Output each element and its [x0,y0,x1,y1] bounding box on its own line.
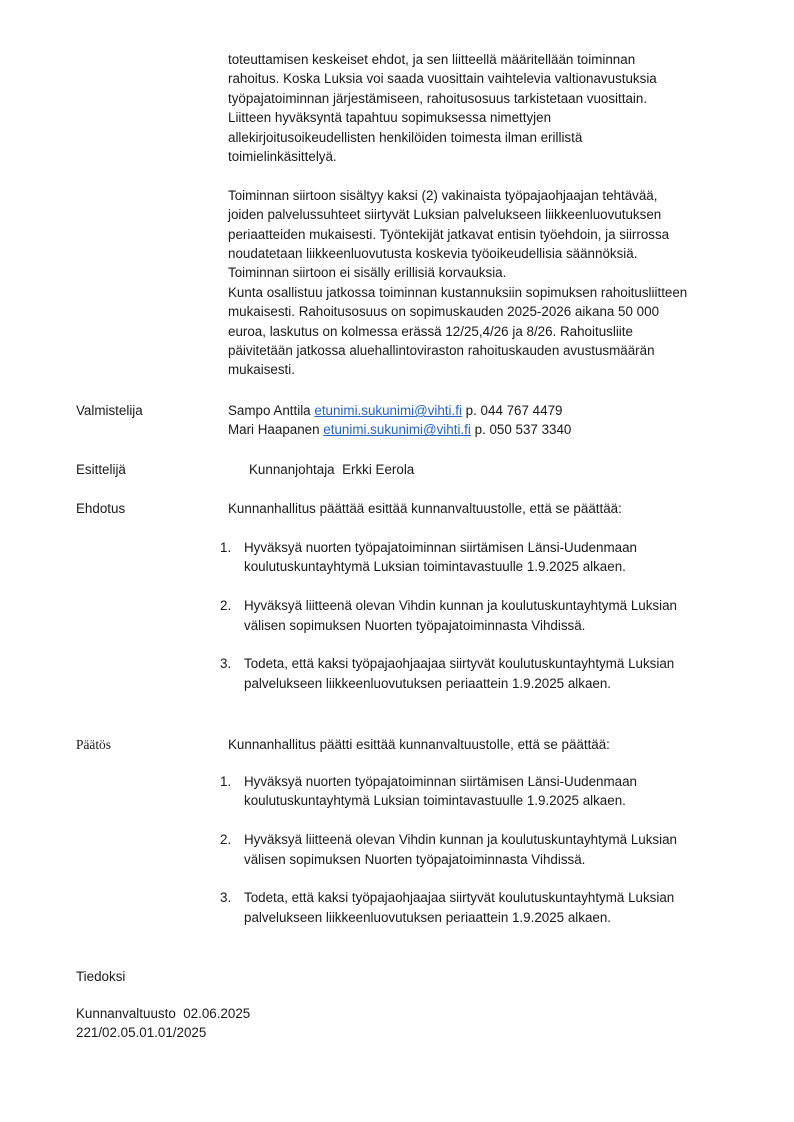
list-item-number: 3. [220,890,232,906]
footer-council-date: Kunnanvaltuusto 02.06.2025 [76,1006,251,1021]
paatos-label: Päätös [76,737,111,752]
ehdotus-label: Ehdotus [76,501,126,516]
intro-text [228,50,748,380]
valmistelija-label: Valmistelija [76,403,143,418]
contact-name: Sampo Anttila [228,403,311,418]
contact-phone: p. 044 767 4479 [465,403,563,418]
contact-email-link[interactable]: etunimi.sukunimi@vihti.fi [314,403,462,418]
list-item-number: 1. [220,774,232,789]
list-item [218,830,748,869]
list-item-text: Hyväksyä nuorten työpajatoiminnan siirtämisen Länsi-Uudenmaan koulutuskuntayhtymä Luksian toimintavastuulle 1.9.2025 alkaen. [244,540,637,575]
ehdotus-lead: Kunnanhallitus päättää esittää kunnanvaltuustolle, että se päättää: [228,501,622,516]
list-item-number: 2. [220,832,232,848]
paatos-list [218,772,748,947]
valmistelija-contacts [228,401,748,440]
list-item-text: Todeta, että kaksi työpajaohjaajaa siirtyvät koulutuskuntayhtymä Luksian palvelukseen liikkeenluovutuksen periaattein 1.9.2025 alkaen. [244,890,675,925]
intro-paragraph-2: Toiminnan siirtoon sisältyy kaksi (2) vakinaista työpajaohjaajan tehtävää, joiden palvelussuhteet siirtyvät Luksian palvelukseen liikkeenluovutuksen periaatteiden mukaisesti. Työntekijät jatkavat entisin työehdoin, ja siirrossa noudatetaan liikkeenluovutusta koskevia työoikeudellisia säännöksiä. Toiminnan siirtoon ei sisälly erillisiä korvauksia. Kunta osallistuu jatkossa toiminnan kustannuksiin sopimuksen rahoitusliitteen mukaisesti. Rahoitusosuus on sopimuskauden 2025-2026 aikana 50 000 euroa, laskutus on kolmessa erässä 12/25,4/26 ja 8/26. Rahoitusliite päivitetään jatkossa aluehallintoviraston rahoituskauden avustusmäärän mukaisesti. [228,187,688,378]
tiedoksi-label: Tiedoksi [76,969,126,984]
esittelija-value: Kunnanjohtaja Erkki Eerola [249,462,415,477]
paatos-lead: Kunnanhallitus päätti esittää kunnanvaltuustolle, että se päättää: [228,737,610,752]
list-item [218,596,748,635]
list-item [218,654,748,693]
contact-line [228,401,748,420]
list-item-text: Hyväksyä liitteenä olevan Vihdin kunnan ja koulutuskuntayhtymä Luksian välisen sopimuksen Nuorten työpajatoiminnasta Vihdissä. [244,598,677,633]
list-item-text: Todeta, että kaksi työpajaohjaajaa siirtyvät koulutuskuntayhtymä Luksian palvelukseen liikkeenluovutuksen periaattein 1.9.2025 alkaen. [244,656,675,691]
list-item-text: Hyväksyä liitteenä olevan Vihdin kunnan ja koulutuskuntayhtymä Luksian välisen sopimuksen Nuorten työpajatoiminnasta Vihdissä. [244,832,677,867]
list-item [218,772,748,811]
intro-paragraph-1: toteuttamisen keskeiset ehdot, ja sen liitteellä määritellään toiminnan rahoitus. Koska Luksia voi saada vuosittain vaihtelevia valtionavustuksia työpajatoiminnan järjestämiseen, rahoitusosuus tarkistetaan vuosittain. Liitteen hyväksyntä tapahtuu sopimuksessa nimettyjen allekirjoitusoikeudellisten henkilöiden toimesta ilman erillistä toimielinkäsittelyä. [228,52,657,165]
list-item [218,888,748,927]
footer-record-number: 221/02.05.01.01/2025 [76,1025,207,1040]
list-item-number: 3. [220,656,232,672]
ehdotus-list [218,538,748,713]
contact-email-link[interactable]: etunimi.sukunimi@vihti.fi [323,422,471,438]
list-item [218,538,748,577]
contact-line [228,420,748,439]
list-item-number: 2. [220,598,232,614]
list-item-text: Hyväksyä nuorten työpajatoiminnan siirtämisen Länsi-Uudenmaan koulutuskuntayhtymä Luksian toimintavastuulle 1.9.2025 alkaen. [244,774,637,809]
contact-name: Mari Haapanen [228,422,320,438]
list-item-number: 1. [220,540,232,555]
esittelija-label: Esittelijä [76,462,126,477]
contact-phone: p. 050 537 3340 [474,422,572,438]
